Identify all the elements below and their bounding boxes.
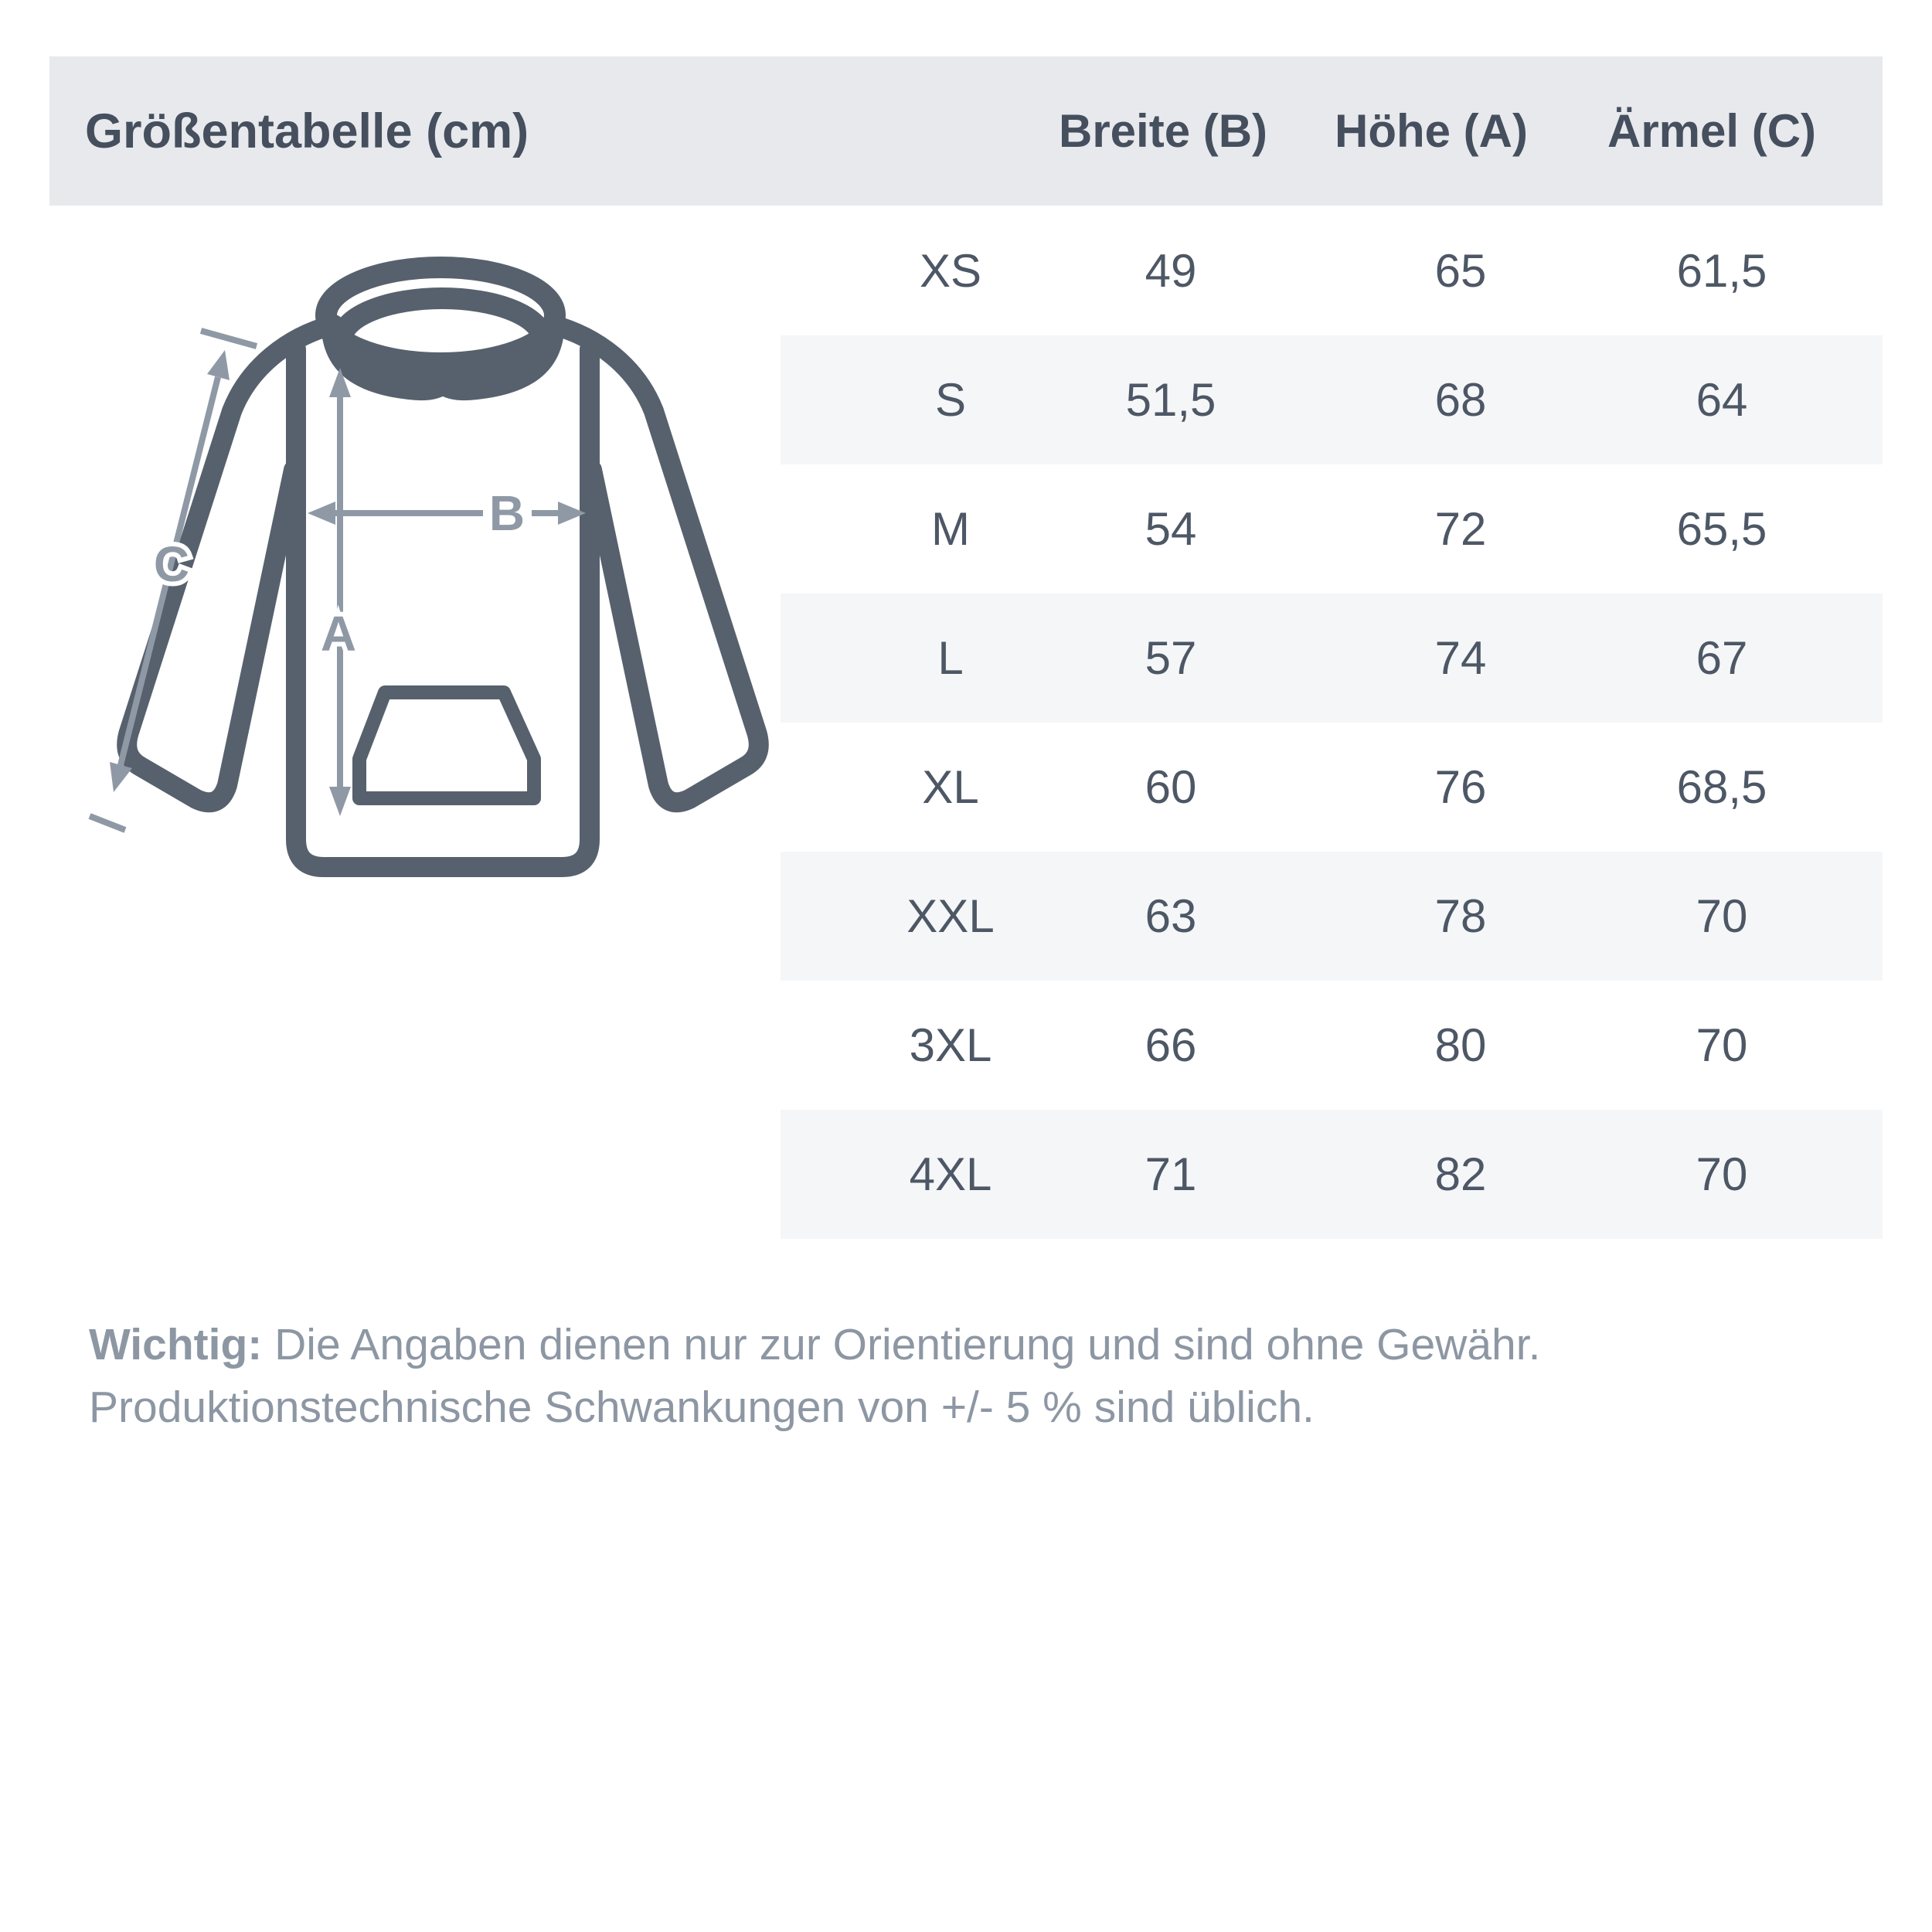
- breite-cell: 66: [1145, 1019, 1197, 1071]
- breite-cell: 54: [1145, 503, 1197, 555]
- measurement-arrow-b: [308, 485, 586, 541]
- table-row-l: [781, 594, 1883, 723]
- table-header-band: [49, 56, 1883, 206]
- breite-cell: 63: [1145, 890, 1197, 942]
- table-row-4xl: [781, 1110, 1883, 1239]
- size-cell: XL: [922, 761, 979, 813]
- hoehe-cell: 82: [1434, 1148, 1487, 1200]
- hoehe-cell: 76: [1434, 761, 1487, 813]
- size-cell: M: [931, 503, 970, 555]
- hoehe-cell: 68: [1434, 374, 1487, 426]
- column-header-hoehe: Höhe (A): [1335, 105, 1528, 157]
- table-row-3xl: [781, 981, 1883, 1110]
- label-a: A: [320, 606, 357, 662]
- hoehe-cell: 72: [1434, 503, 1487, 555]
- hoodie-measurement-diagram: [62, 216, 796, 896]
- column-header-aermel: Ärmel (C): [1607, 105, 1817, 157]
- breite-cell: 49: [1145, 245, 1197, 297]
- aermel-cell: 61,5: [1676, 245, 1767, 297]
- breite-cell: 57: [1145, 632, 1197, 684]
- page-title: Größentabelle (cm): [85, 104, 529, 158]
- size-cell: L: [937, 632, 964, 684]
- measurement-arrow-a: [321, 368, 356, 816]
- aermel-cell: 68,5: [1676, 761, 1767, 813]
- hoehe-cell: 78: [1434, 890, 1487, 942]
- arrowhead-left-icon: [308, 502, 335, 525]
- table-row-s: [781, 335, 1883, 464]
- size-cell: XXL: [906, 890, 995, 942]
- aermel-cell: 64: [1696, 374, 1748, 426]
- table-row-xs: [781, 206, 1883, 335]
- arrowhead-down-icon: [329, 787, 351, 816]
- hoehe-cell: 80: [1434, 1019, 1487, 1071]
- aermel-cell: 70: [1696, 890, 1748, 942]
- label-c: C: [153, 536, 190, 592]
- breite-cell: 60: [1145, 761, 1197, 813]
- hoehe-cell: 74: [1434, 632, 1487, 684]
- breite-cell: 71: [1145, 1148, 1197, 1200]
- kangaroo-pocket: [359, 692, 534, 798]
- aermel-cell: 67: [1696, 632, 1748, 684]
- disclaimer-line1: Die Angaben dienen nur zur Orientierung und sind ohne Gewähr.: [274, 1320, 1541, 1369]
- size-cell: 4XL: [909, 1148, 992, 1200]
- hoehe-cell: 65: [1434, 245, 1487, 297]
- table-row-xl: [781, 723, 1883, 852]
- size-cell: S: [934, 374, 967, 426]
- aermel-cell: 65,5: [1676, 503, 1767, 555]
- aermel-cell: 70: [1696, 1019, 1748, 1071]
- aermel-cell: 70: [1696, 1148, 1748, 1200]
- table-column-headers: [781, 56, 1883, 206]
- disclaimer-note: [89, 1314, 1874, 1439]
- table-row-m: [781, 464, 1883, 594]
- size-cell: 3XL: [909, 1019, 992, 1071]
- column-header-breite: Breite (B): [1059, 105, 1268, 157]
- arrowhead-upright-icon: [207, 350, 230, 380]
- disclaimer-line2: Produktionstechnische Schwankungen von +/- 5 % sind üblich.: [89, 1383, 1315, 1432]
- disclaimer-label: Wichtig:: [89, 1320, 263, 1369]
- size-table: [781, 206, 1883, 1239]
- label-b: B: [488, 485, 526, 541]
- size-cell: XS: [919, 245, 982, 297]
- table-row-xxl: [781, 852, 1883, 981]
- breite-cell: 51,5: [1125, 374, 1216, 426]
